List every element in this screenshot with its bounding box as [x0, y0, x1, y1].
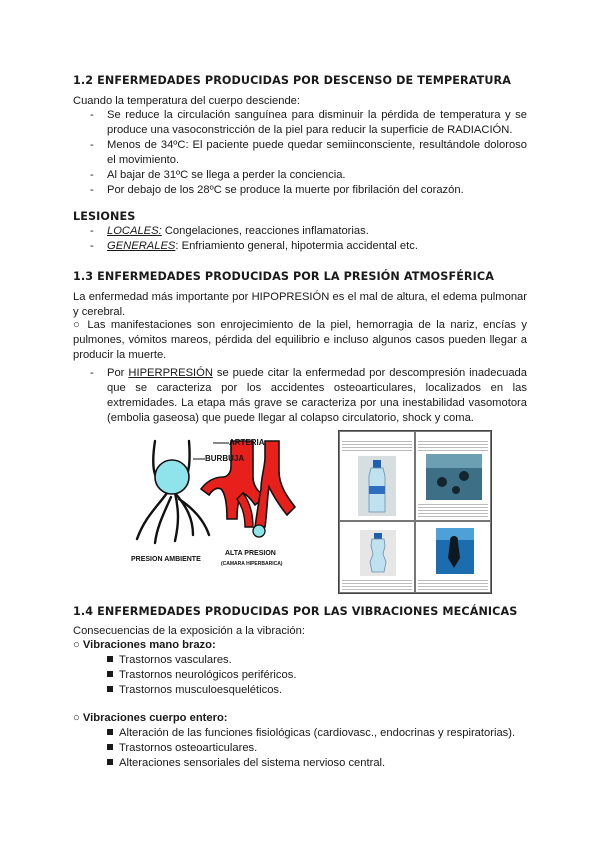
list-item: Trastornos neurológicos periféricos.	[107, 668, 296, 683]
figure-text-lines	[342, 439, 412, 453]
label-camara: (CAMARA HIPERBARICA)	[221, 561, 283, 567]
label-presion-ambiente: PRESION AMBIENTE	[131, 556, 201, 563]
vibraciones-cuerpo-list	[107, 726, 515, 771]
decompression-diagram	[127, 427, 297, 577]
list-item: Trastornos osteoarticulares.	[107, 741, 515, 756]
list-item: - Al bajar de 31ºC se llega a perder la conciencia.	[90, 169, 346, 181]
figure-cell	[339, 521, 415, 593]
bubble-large-icon	[155, 460, 189, 494]
list-item: - GENERALES: Enfriamiento general, hipotermia accidental etc.	[90, 240, 418, 252]
section-1-3-paragraph-1: La enfermedad más importante por HIPOPRESIÓN es el mal de altura, el edema pulmonar y cerebral.	[73, 291, 527, 318]
figure-cell	[415, 521, 491, 593]
crushed-bottle-photo-icon	[360, 530, 396, 576]
list-item: - Por debajo de los 28ºC se produce la muerte por fibrilación del corazón.	[90, 184, 464, 196]
section-1-3-list	[73, 366, 527, 426]
vibraciones-cuerpo-label: ○ Vibraciones cuerpo entero:	[73, 712, 228, 724]
section-1-4-title: 1.4 ENFERMEDADES PRODUCIDAS POR LAS VIBRACIONES MECÁNICAS	[73, 605, 518, 618]
list-item: Alteraciones sensoriales del sistema nervioso central.	[107, 756, 515, 771]
lesiones-title: LESIONES	[73, 210, 136, 223]
diver-photo-icon	[436, 528, 474, 574]
label-burbuja: BURBUJA	[205, 454, 245, 463]
vibraciones-mano-label: ○ Vibraciones mano brazo:	[73, 639, 216, 651]
label-arteria: ARTERIA	[229, 438, 265, 447]
divers-photo-icon	[426, 454, 482, 500]
section-1-3-title: 1.3 ENFERMEDADES PRODUCIDAS POR LA PRESIÓN ATMOSFÉRICA	[73, 270, 494, 283]
bubble-small-icon	[253, 525, 265, 537]
section-1-2-intro: Cuando la temperatura del cuerpo desciende:	[73, 95, 301, 107]
list-item: Trastornos vasculares.	[107, 653, 296, 668]
section-1-3-paragraph-2: ○ Las manifestaciones son enrojecimiento de la piel, hemorragia de la nariz, encías y pulmones, vómitos mareos, pérdida del equilibrio e incluso algunos casos pueden llegar a producir la muerte.	[73, 319, 527, 361]
section-1-2-list	[73, 108, 527, 198]
figure-text-lines	[418, 578, 488, 590]
section-1-4-intro: Consecuencias de la exposición a la vibración:	[73, 625, 305, 637]
bottle-photo-icon	[358, 456, 396, 516]
figure-text-lines	[342, 578, 412, 590]
figure-cell	[339, 431, 415, 521]
list-item: - Se reduce la circulación sanguínea para disminuir la pérdida de temperatura y se produce una vasoconstricción de la piel para reducir la superficie de RADIACIÓN.	[90, 109, 527, 136]
list-item: Trastornos musculoesqueléticos.	[107, 683, 296, 698]
vibraciones-mano-list	[107, 653, 296, 698]
lesiones-list	[73, 224, 527, 254]
hiperpresion-term: HIPERPRESIÓN	[128, 367, 213, 379]
figure-text-lines	[418, 439, 488, 453]
list-item: - Menos de 34ºC: El paciente puede quedar semiinconsciente, resultándole doloroso el movimiento.	[90, 139, 527, 166]
list-item: - Por HIPERPRESIÓN se puede citar la enfermedad por descompresión inadecuada que se caracteriza por los accidentes osteoarticulares, localizados en las extremidades. La etapa más grave se caracteriza por una inestabilidad vasomotora (embolia gaseosa) que puede llegar al colapso circulatorio, shock y coma.	[90, 367, 527, 424]
locales-label: LOCALES:	[107, 225, 162, 237]
pressure-comparison-figure	[338, 430, 492, 594]
figure-text-lines	[418, 502, 488, 518]
list-item: Alteración de las funciones fisiológicas (cardiovasc., endocrinas y respiratorias).	[107, 726, 515, 741]
label-alta-presion: ALTA PRESION	[225, 550, 276, 557]
section-1-2-title: 1.2 ENFERMEDADES PRODUCIDAS POR DESCENSO DE TEMPERATURA	[73, 74, 512, 87]
figure-cell	[415, 431, 491, 521]
list-item: - LOCALES: Congelaciones, reacciones inflamatorias.	[90, 225, 369, 237]
generales-label: GENERALES	[107, 240, 176, 252]
